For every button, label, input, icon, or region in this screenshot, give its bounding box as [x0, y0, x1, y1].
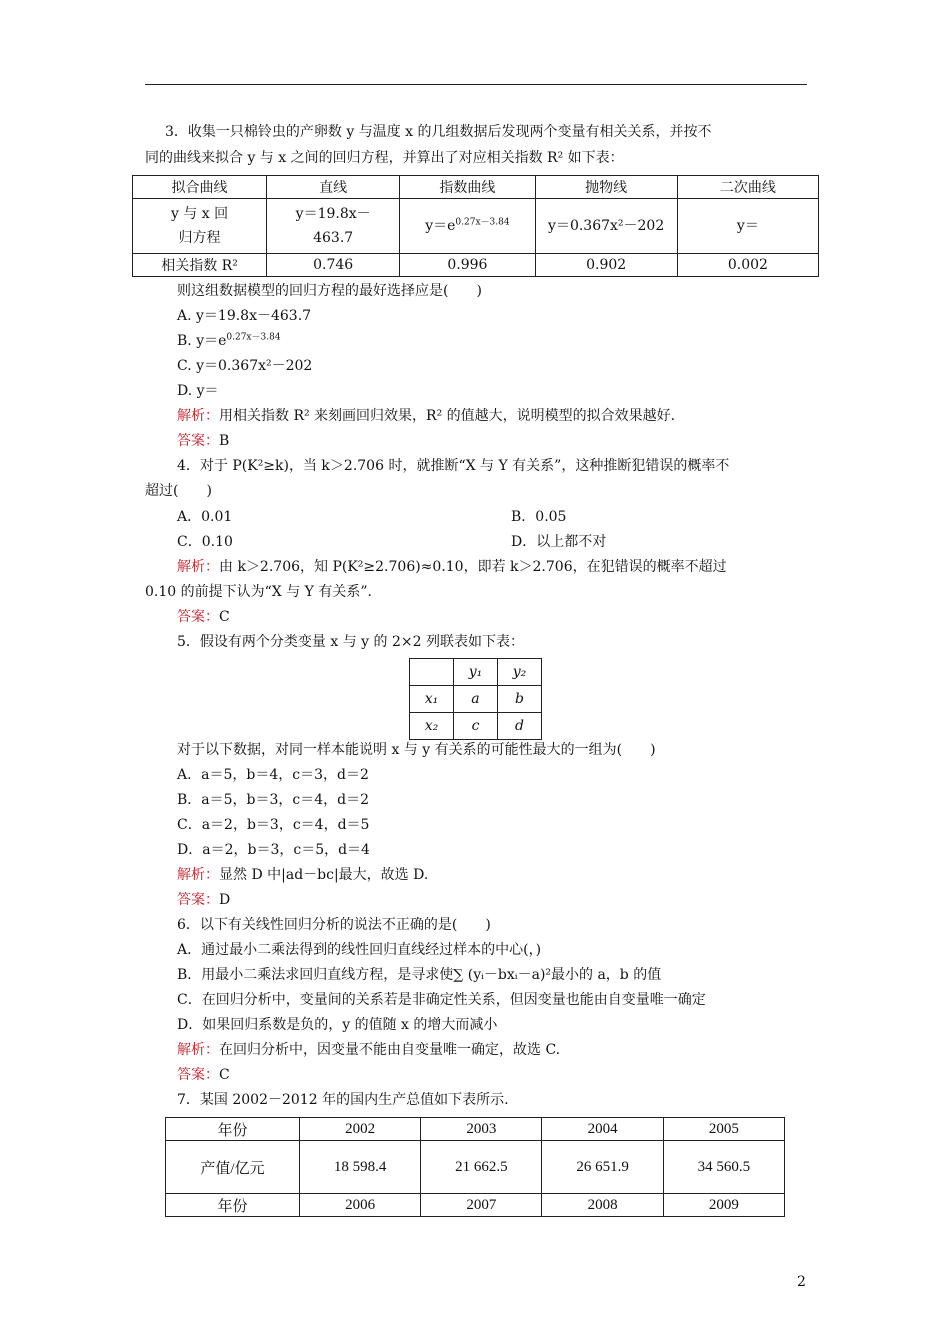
q3-analysis: 解析：用相关指数 R² 来刻画回归效果，R² 的值越大，说明模型的拟合效果越好. [177, 408, 676, 424]
q3-row1-exp: $y=e^{0.27x-3.84}$ [400, 199, 535, 254]
q3-row2-val-1: 0.996 [400, 254, 535, 277]
answer-label: 答案： [177, 1067, 219, 1083]
q5-row-x2: x₂ [410, 713, 454, 740]
q6-answer: 答案：C [177, 1067, 230, 1083]
q5-answer: 答案：D [177, 892, 231, 908]
analysis-label: 解析： [177, 867, 219, 883]
q3-row2-label: 相关指数 R² [133, 254, 267, 277]
q5-analysis: 解析：显然 D 中|ad－bc|最大，故选 D. [177, 867, 429, 883]
q3-th-0: 拟合曲线 [133, 176, 267, 199]
answer-label: 答案： [177, 433, 219, 449]
q4-line1: 4．对于 P(K²≥k)，当 k＞2.706 时，就推断“X 与 Y 有关系”，这种推断犯错误的概率不 [177, 458, 730, 474]
analysis-label: 解析： [177, 559, 219, 575]
q7-r1-c4: 2005 [663, 1118, 784, 1141]
q6-analysis: 解析：在回归分析中，因变量不能由自变量唯一确定，故选 C. [177, 1042, 561, 1058]
q5-row-x1: x₁ [410, 686, 454, 713]
q7-r3-c3: 2008 [542, 1194, 663, 1217]
q6-option-b: B．用最小二乘法求回归直线方程，是寻求使∑ (yᵢ－bxᵢ－a)²最小的 a，b 的值 [177, 967, 662, 983]
q4-option-a: A．0.01 [177, 509, 233, 525]
q7-r3-c2: 2007 [421, 1194, 542, 1217]
q5-col-y1: y₁ [453, 659, 497, 686]
q5-option-a: A．a＝5，b＝4，c＝3，d＝2 [177, 767, 369, 783]
answer-label: 答案： [177, 892, 219, 908]
q6-option-d: D．如果回归系数是负的，y 的值随 x 的增大而减小 [177, 1017, 498, 1033]
q5-cell-a: a [453, 686, 497, 713]
q6-line1: 6．以下有关线性回归分析的说法不正确的是( ) [177, 917, 491, 933]
q3-table [132, 175, 819, 277]
q4-option-b: B．0.05 [511, 509, 567, 525]
q5-cell-d: d [497, 713, 541, 740]
q7-gdp-table [165, 1117, 785, 1217]
q7-r3-c0: 年份 [166, 1194, 300, 1217]
q5-cell-c: c [453, 713, 497, 740]
q3-option-d: D. y＝ [177, 383, 219, 399]
q7-r3-c4: 2009 [663, 1194, 784, 1217]
q4-option-d: D．以上都不对 [511, 534, 607, 550]
q7-r1-c0: 年份 [166, 1118, 300, 1141]
q7-r2-c1: 18 598.4 [300, 1141, 421, 1194]
q3-th-2: 指数曲线 [400, 176, 535, 199]
q5-line1: 5．假设有两个分类变量 x 与 y 的 2×2 列联表如下表： [177, 634, 524, 650]
q3-row1-label: y 与 x 回 归方程 [133, 199, 267, 254]
q4-analysis-line2: 0.10 的前提下认为“X 与 Y 有关系”. [145, 584, 372, 600]
q3-th-3: 抛物线 [535, 176, 677, 199]
q4-analysis-line1: 解析：由 k＞2.706，知 P(K²≥2.706)≈0.10，即若 k＞2.706，在犯错误的概率不超过 [177, 559, 727, 575]
analysis-label: 解析： [177, 408, 219, 424]
q3-option-c: C. y＝0.367x²－202 [177, 358, 313, 374]
q5-contingency-table [409, 658, 542, 740]
q6-option-a: A．通过最小二乘法得到的线性回归直线经过样本的中心(，) [177, 942, 542, 958]
q5-col-y2: y₂ [497, 659, 541, 686]
q4-line2: 超过( ) [145, 483, 212, 499]
header-rule [145, 84, 807, 85]
q5-stem: 对于以下数据，对同一样本能说明 x 与 y 有关系的可能性最大的一组为( ) [177, 742, 656, 758]
q3-th-4: 二次曲线 [677, 176, 818, 199]
q7-r2-c4: 34 560.5 [663, 1141, 784, 1194]
q5-option-d: D．a＝2，b＝3，c＝5，d＝4 [177, 842, 370, 858]
q4-answer: 答案：C [177, 609, 230, 625]
q3-row2-val-2: 0.902 [535, 254, 677, 277]
page-number: 2 [797, 1274, 806, 1290]
q7-r1-c2: 2003 [421, 1118, 542, 1141]
q6-option-c: C．在回归分析中，变量间的关系若是非确定性关系，但因变量也能由自变量唯一确定 [177, 992, 706, 1008]
q7-r1-c1: 2002 [300, 1118, 421, 1141]
q7-r1-c3: 2004 [542, 1118, 663, 1141]
q3-option-b: B. $y=e^{0.27x-3.84}$ [177, 332, 281, 349]
q5-corner [410, 659, 454, 686]
q7-line1: 7．某国 2002－2012 年的国内生产总值如下表所示. [177, 1092, 509, 1108]
q5-option-c: C．a＝2，b＝3，c＝4，d＝5 [177, 817, 370, 833]
q5-option-b: B．a＝5，b＝3，c＝4，d＝2 [177, 792, 370, 808]
q3-row1-quadratic: y＝ [677, 199, 818, 254]
q3-th-1: 直线 [267, 176, 400, 199]
q3-line1: 3．收集一只棉铃虫的产卵数 y 与温度 x 的几组数据后发现两个变量有相关关系，并按不 [165, 124, 712, 140]
q3-stem: 则这组数据模型的回归方程的最好选择应是( ) [177, 283, 482, 299]
q4-option-c: C．0.10 [177, 534, 233, 550]
q3-line2: 同的曲线来拟合 y 与 x 之间的回归方程，并算出了对应相关指数 R² 如下表： [145, 150, 624, 166]
q7-r2-c2: 21 662.5 [421, 1141, 542, 1194]
q7-r3-c1: 2006 [300, 1194, 421, 1217]
q3-answer: 答案：B [177, 433, 230, 449]
q7-r2-c0: 产值/亿元 [166, 1141, 300, 1194]
q5-cell-b: b [497, 686, 541, 713]
q7-r2-c3: 26 651.9 [542, 1141, 663, 1194]
answer-label: 答案： [177, 609, 219, 625]
q3-row2-val-3: 0.002 [677, 254, 818, 277]
analysis-label: 解析： [177, 1042, 219, 1058]
q3-row1-parabola: y＝0.367x²－202 [535, 199, 677, 254]
q3-row1-linear: y＝19.8x－ 463.7 [267, 199, 400, 254]
q3-row2-val-0: 0.746 [267, 254, 400, 277]
q3-option-a: A. y＝19.8x－463.7 [177, 308, 312, 324]
